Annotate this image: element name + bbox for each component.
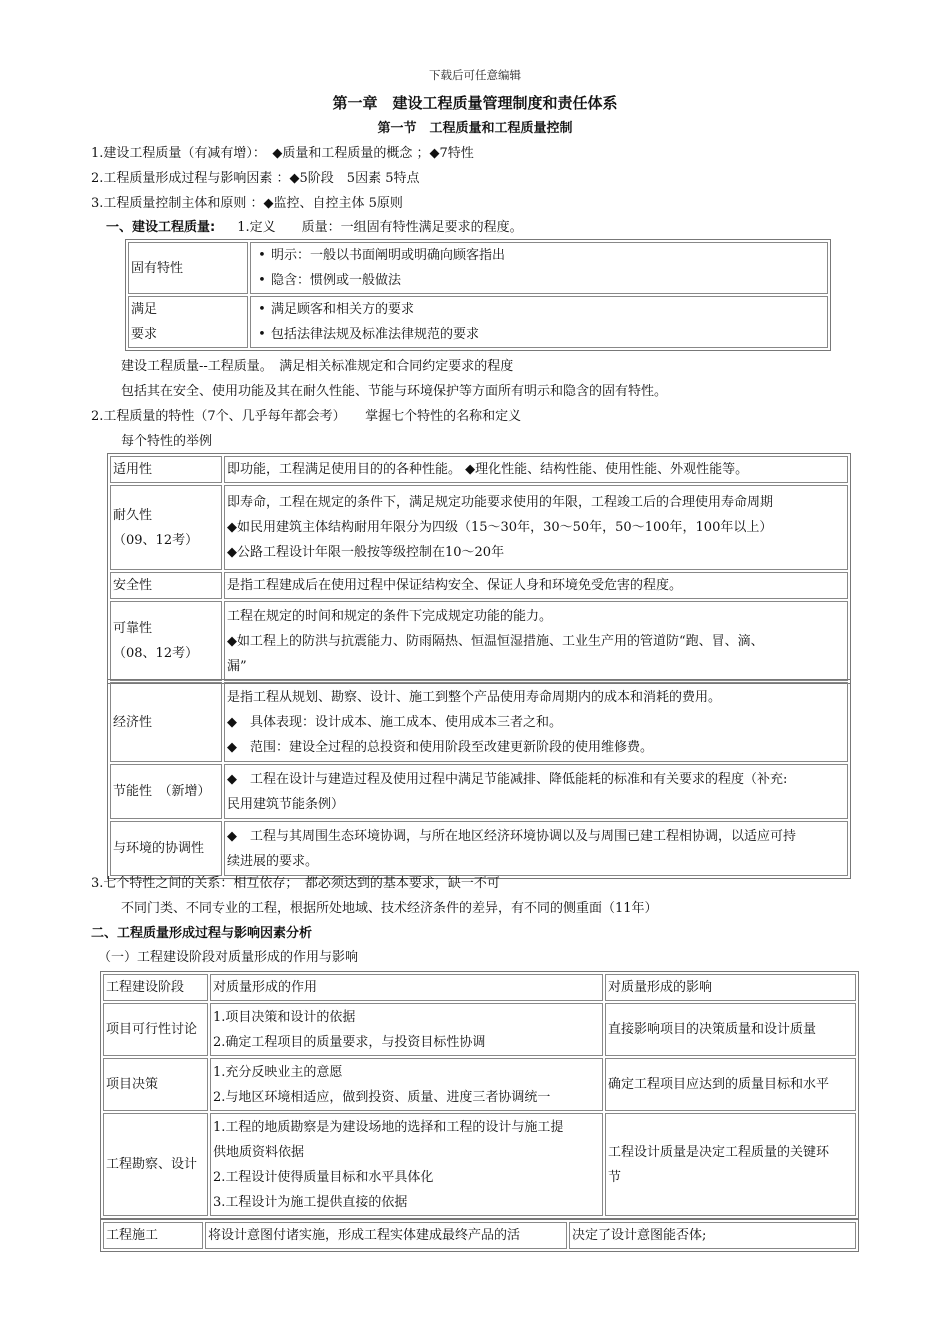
- table-row: [128, 242, 828, 294]
- row-label-requirements: [128, 296, 248, 348]
- row-label-inherent: 固有特性: [128, 242, 248, 294]
- list-item: • 明示：一般以书面阐明或明确向顾客指出: [253, 243, 825, 268]
- characteristic-desc: [224, 601, 848, 681]
- column-header: 对质量形成的影响: [605, 974, 856, 1001]
- desc-line: 即寿命，工程在规定的条件下，满足规定功能要求使用的年限，工程竣工后的合理使用寿命周期: [227, 495, 774, 510]
- stage-name: 工程施工: [103, 1222, 203, 1249]
- paragraph: 建设工程质量--工程质量。 满足相关标准规定和合同约定要求的程度: [121, 359, 514, 374]
- exam-note: （08、12考）: [113, 646, 199, 661]
- part2-heading: 二、工程质量形成过程与影响因素分析: [91, 926, 313, 941]
- characteristic-name: 节能性 （新增）: [110, 764, 222, 819]
- desc-line: 是指工程建成后在使用过程中保证结构安全、保证人身和环境免受危害的程度。: [227, 578, 683, 593]
- table-row: [128, 296, 828, 348]
- name-line: 可靠性: [113, 621, 153, 636]
- list-item: • 满足顾客和相关方的要求: [253, 297, 825, 322]
- outline-item-3: 3.工程质量控制主体和原则 ：◆监控、自控主体 5原则: [91, 196, 403, 211]
- characteristic-desc: [224, 485, 848, 570]
- desc-line: 即功能，工程满足使用目的的各种性能。 ◆理化性能、结构性能、使用性能、外观性能等。: [227, 462, 749, 477]
- desc-line: ◆如工程上的防洪与抗震能力、防雨隔热、恒温恒湿措施、工业生产用的管道防“跑、冒、滴、: [227, 633, 764, 649]
- label-line: 满足: [131, 302, 158, 317]
- characteristic-desc: [224, 456, 848, 483]
- stages-table-continued: [100, 1219, 859, 1252]
- table-header-row: [103, 974, 856, 1001]
- desc-line: ◆ 具体表现：设计成本、施工成本、使用成本三者之和。: [227, 714, 562, 730]
- name-line: 耐久性: [113, 507, 153, 523]
- characteristic-name: [110, 485, 222, 570]
- table-row: [110, 601, 848, 681]
- role-line: 1.工程的地质勘察是为建设场地的选择和工程的设计与施工提: [213, 1119, 564, 1135]
- role-line: 3.工程设计为施工提供直接的依据: [213, 1194, 408, 1210]
- stage-role: 将设计意图付诸实施，形成工程实体建成最终产品的活: [205, 1222, 567, 1249]
- stage-impact: 决定了设计意图能否体;: [569, 1222, 856, 1249]
- label-line: 要求: [131, 327, 158, 342]
- impact-line: 工程设计质量是决定工程质量的关键环: [608, 1144, 830, 1160]
- desc-line: 是指工程从规划、勘察、设计、施工到整个产品使用寿命周期内的成本和消耗的费用。: [227, 689, 722, 705]
- column-header: 工程建设阶段: [103, 974, 208, 1001]
- stage-role: [210, 1113, 603, 1216]
- list-heading: 3.七个特性之间的关系：相互依存； 都必须达到的基本要求，缺一不可: [91, 876, 500, 891]
- part1-heading: 一、建设工程质量:: [106, 220, 216, 235]
- stages-table: [100, 971, 859, 1219]
- desc-line: ◆ 工程与其周围生态环境协调，与所在地区经济环境协调以及与周围已建工程相协调，以适应可持: [227, 828, 796, 844]
- quality-definition-table: [125, 239, 831, 351]
- characteristic-name: 与环境的协调性: [110, 821, 222, 876]
- desc-line: 漏”: [227, 658, 247, 674]
- table-row: [110, 821, 848, 876]
- outline-item-2: 2.工程质量形成过程与影响因素 ：◆5阶段 5因素 5特点: [91, 171, 420, 186]
- section-title: 第一节 工程质量和工程质量控制: [377, 121, 573, 136]
- list-heading: 2.工程质量的特性（7个、几乎每年都会考） 掌握七个特性的名称和定义: [91, 409, 522, 424]
- table-row: [103, 1003, 856, 1056]
- desc-line: ◆如民用建筑主体结构耐用年限分为四级（15～30年，30～50年，50～100年，100年以上）: [227, 520, 773, 535]
- exam-note: （09、12考）: [113, 532, 199, 548]
- desc-line: ◆ 范围：建设全过程的总投资和使用阶段至改建更新阶段的使用维修费。: [227, 739, 653, 755]
- stage-impact: [605, 1113, 856, 1216]
- role-line: 2.与地区环境相适应，做到投资、质量、进度三者协调统一: [213, 1089, 551, 1105]
- table-row: [103, 1222, 856, 1249]
- stage-name: 项目决策: [103, 1058, 208, 1111]
- role-line: 1.项目决策和设计的依据: [213, 1009, 356, 1025]
- desc-line: 续进展的要求。: [227, 853, 319, 869]
- characteristic-desc: [224, 572, 848, 599]
- characteristic-desc: [224, 682, 848, 762]
- page-header: 下载后可任意编辑: [429, 68, 521, 82]
- desc-line: 工程在规定的时间和规定的条件下完成规定功能的能力。: [227, 608, 553, 624]
- table-row: [110, 456, 848, 483]
- characteristic-name: [110, 601, 222, 681]
- table-row: [110, 764, 848, 819]
- paragraph: 不同门类、不同专业的工程，根据所处地域、技术经济条件的差异，有不同的侧重面（11年）: [121, 901, 658, 916]
- part2-subheading: （一）工程建设阶段对质量形成的作用与影响: [98, 950, 359, 965]
- table-row: [110, 682, 848, 762]
- table-row: [110, 572, 848, 599]
- characteristic-desc: [224, 821, 848, 876]
- characteristic-name: 经济性: [110, 682, 222, 762]
- outline-item-1: 1.建设工程质量（有减有增）： ◆质量和工程质量的概念 ；◆7特性: [91, 146, 474, 161]
- stage-role: [210, 1058, 603, 1111]
- stage-role: [210, 1003, 603, 1056]
- desc-line: ◆ 工程在设计与建造过程及使用过程中满足节能减排、降低能耗的标准和有关要求的程度（补充:: [227, 771, 788, 787]
- characteristic-name: 适用性: [110, 456, 222, 483]
- role-line: 1.充分反映业主的意愿: [213, 1064, 343, 1080]
- characteristics-table: [107, 453, 851, 684]
- table-row: [103, 1058, 856, 1111]
- impact-line: 确定工程项目应达到的质量目标和水平: [608, 1077, 830, 1092]
- column-header: 对质量形成的作用: [210, 974, 603, 1001]
- table-row: [110, 485, 848, 570]
- stage-name: 项目可行性讨论: [103, 1003, 208, 1056]
- impact-line: 直接影响项目的决策质量和设计质量: [608, 1022, 817, 1037]
- stage-impact: [605, 1058, 856, 1111]
- part1-line: [106, 219, 523, 237]
- stage-name: 工程勘察、设计: [103, 1113, 208, 1216]
- table-row: [103, 1113, 856, 1216]
- desc-line: 民用建筑节能条例）: [227, 796, 345, 812]
- list-item: • 包括法律法规及标准法律规范的要求: [253, 322, 825, 347]
- list-item: • 隐含：惯例或一般做法: [253, 268, 825, 293]
- characteristics-table-continued: [107, 679, 851, 879]
- paragraph: 每个特性的举例: [121, 434, 213, 449]
- part1-definition: 1.定义 质量：一组固有特性满足要求的程度。: [237, 220, 523, 235]
- role-line: 2.工程设计使得质量目标和水平具体化: [213, 1169, 434, 1185]
- role-line: 2.确定工程项目的质量要求，与投资目标性协调: [213, 1034, 486, 1050]
- paragraph: 包括其在安全、使用功能及其在耐久性能、节能与环境保护等方面所有明示和隐含的固有特性。: [121, 384, 668, 399]
- characteristic-name: 安全性: [110, 572, 222, 599]
- row-content: [250, 242, 828, 294]
- row-content: [250, 296, 828, 348]
- desc-line: ◆公路工程设计年限一般按等级控制在10～20年: [227, 545, 505, 560]
- stage-impact: [605, 1003, 856, 1056]
- characteristic-desc: [224, 764, 848, 819]
- role-line: 供地质资料依据: [213, 1144, 305, 1160]
- chapter-title: 第一章 建设工程质量管理制度和责任体系: [332, 94, 618, 112]
- impact-line: 节: [608, 1169, 622, 1185]
